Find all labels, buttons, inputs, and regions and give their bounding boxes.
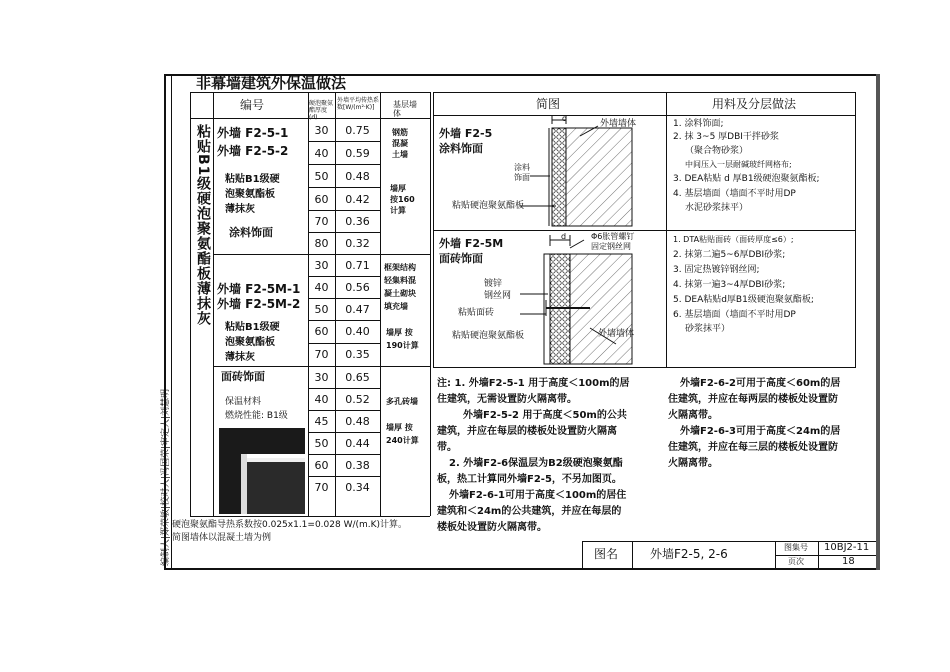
title-block-set-label: 图集号	[784, 543, 808, 552]
g1-r3-d: 50	[314, 170, 329, 183]
g2-base-a1: 框架结构	[384, 263, 416, 272]
s1-step-6: 4. 基层墙面（墙面不平时用DP	[673, 189, 796, 199]
title-block-name: 外墙F2-5, 2-6	[650, 547, 728, 561]
g2-r9-d: 50	[314, 437, 329, 450]
g2-desc-2: 泡聚氨酯板	[225, 337, 275, 348]
g1-r2-d: 40	[314, 147, 329, 160]
g1-r3-k: 0.48	[345, 170, 370, 183]
g2-r4-d: 60	[314, 325, 329, 338]
g2-desc-3: 薄抹灰	[225, 352, 255, 363]
note-line: 带。	[437, 442, 457, 453]
s2-step-6: 6. 基层墙面（墙面不平时用DP	[673, 310, 796, 320]
s2-step-3: 3. 固定热镀锌钢丝网;	[673, 265, 760, 275]
g1-r4-k: 0.42	[345, 193, 370, 206]
g2-base-a4: 填充墙	[384, 302, 408, 311]
g1-base-a3: 土墙	[392, 150, 408, 159]
g1-r5-k: 0.36	[345, 215, 370, 228]
note-line: 板，热工计算同外墙F2-5，不另加图页。	[437, 474, 622, 485]
header-diagram: 简图	[536, 97, 561, 111]
g1-r1-d: 30	[314, 124, 329, 137]
g2-r5-k: 0.35	[345, 348, 370, 361]
g1-r1-k: 0.75	[345, 124, 370, 137]
g1-r2-k: 0.59	[345, 147, 370, 160]
notes-right	[668, 376, 868, 472]
s2-step-2: 2. 抹第二遍5~6厚DBI砂浆;	[673, 250, 786, 260]
g2-r11-k: 0.34	[345, 481, 370, 494]
s1-step-4: 中间压入一层耐碱玻纤网格布;	[685, 160, 792, 169]
material-label-2: 燃烧性能: B1级	[225, 411, 288, 421]
side-strip-signatures: 编制人|郑荣敏|校对人|冯国荣|审定人|刘慧明	[161, 388, 171, 566]
g2-finish: 面砖饰面	[221, 370, 265, 383]
g2-code-1: 外墙 F2-5M-1	[217, 282, 301, 296]
g1-base-b2: 按160	[390, 195, 415, 204]
note-line: 注: 1. 外墙F2-5-1 用于高度＜100m的居	[437, 378, 630, 389]
s1-title-2: 涂料饰面	[439, 142, 483, 155]
title-block-page-label: 页次	[788, 557, 804, 566]
title-block-page-no: 18	[842, 556, 855, 567]
g1-base-b1: 墙厚	[390, 184, 406, 193]
header-thickness: 硬泡聚氨酯厚度(d)	[309, 100, 334, 121]
g2-r8-d: 45	[314, 415, 329, 428]
footnote-2: 简图墙体以混凝土墙为例	[172, 533, 272, 543]
title-block-label: 图名	[594, 547, 619, 561]
g2-r6-k: 0.65	[345, 371, 370, 384]
g2-code-2: 外墙 F2-5M-2	[217, 297, 301, 311]
s2-step-4: 4. 抹第一遍3~4厚DBI砂浆;	[673, 280, 786, 290]
note-line: 火隔离带。	[668, 410, 718, 421]
note-line: 楼板处设置防火隔离带。	[437, 522, 547, 533]
g1-desc-3: 薄抹灰	[225, 204, 255, 215]
s1-label-board: 粘贴硬泡聚氨酯板	[452, 201, 525, 211]
s1-label-coating-2: 饰面	[514, 173, 530, 182]
g1-base-a1: 钢筋	[392, 128, 408, 137]
g2-base-b1: 墙厚 按	[386, 328, 413, 337]
s1-label-coating-1: 涂料	[514, 163, 530, 172]
side-strip-border	[171, 74, 172, 570]
g1-code-1: 外墙 F2-5-1	[217, 126, 289, 140]
left-table-top	[190, 92, 430, 93]
header-base-wall: 基层墙体	[393, 100, 417, 118]
s2-label-anchor-2: 固定钢丝网	[591, 242, 631, 251]
s2-label-wall: 外墙墙体	[598, 329, 635, 339]
s1-step-5: 3. DEA粘贴 d 厚B1级硬泡聚氨酯板;	[673, 174, 820, 184]
s1-title-1: 外墙 F2-5	[439, 127, 493, 140]
s2-title-1: 外墙 F2-5M	[439, 237, 504, 250]
g2-r2-d: 40	[314, 281, 329, 294]
g1-base-b3: 计算	[390, 206, 406, 215]
g1-base-a2: 混凝	[392, 139, 408, 148]
title-block-set-no: 10BJ2-11	[824, 542, 870, 553]
s2-section-drawing	[520, 232, 660, 366]
g2-r7-k: 0.52	[345, 393, 370, 406]
s1-step-7: 水泥砂浆抹平）	[685, 203, 749, 213]
g1-desc-1: 粘贴B1级硬	[225, 174, 280, 185]
g2-r6-d: 30	[314, 371, 329, 384]
note-line: 外墙F2-6-1可用于高度＜100m的居住	[449, 490, 627, 501]
s2-step-1: 1. DTA粘贴面砖（面砖厚度≤6）;	[673, 235, 794, 244]
s2-label-board: 粘贴硬泡聚氨酯板	[452, 331, 525, 341]
insulation-board-image	[219, 428, 305, 514]
s1-label-d: d	[562, 114, 568, 123]
g2-r2-k: 0.56	[345, 281, 370, 294]
note-line: 外墙F2-6-3可用于高度＜24m的居	[680, 426, 841, 437]
note-line: 2. 外墙F2-6保温层为B2级硬泡聚氨酯	[449, 458, 623, 469]
s2-title-2: 面砖饰面	[439, 252, 483, 265]
note-line: 建筑，并应在每层的楼板处设置防火隔离	[437, 426, 617, 437]
g2-base-d1: 墙厚 按	[386, 423, 413, 432]
category-label: 粘贴B1级硬泡聚氨酯板薄抹灰	[195, 124, 211, 327]
g2-r8-k: 0.48	[345, 415, 370, 428]
g2-r5-d: 70	[314, 348, 329, 361]
s1-section-drawing	[520, 116, 660, 228]
note-line: 外墙F2-5-2 用于高度＜50m的公共	[463, 410, 627, 421]
g2-r11-d: 70	[314, 481, 329, 494]
g2-base-d2: 240计算	[386, 436, 419, 445]
g1-r5-d: 70	[314, 215, 329, 228]
header-conductivity: 外墙平均传热系数[W/(m²·K)]	[337, 97, 380, 111]
note-line: 住建筑，无需设置防火隔离带。	[437, 394, 577, 405]
g2-r1-d: 30	[314, 259, 329, 272]
s2-label-d: d	[561, 232, 567, 241]
g1-code-2: 外墙 F2-5-2	[217, 144, 289, 158]
material-label-1: 保温材料	[225, 397, 262, 407]
s2-label-tile: 粘贴面砖	[458, 308, 495, 318]
g1-finish: 涂料饰面	[229, 226, 273, 239]
page-title: 非幕墙建筑外保温做法	[196, 74, 347, 92]
g2-r4-k: 0.40	[345, 325, 370, 338]
g2-r3-d: 50	[314, 303, 329, 316]
g2-r10-k: 0.38	[345, 459, 370, 472]
note-line: 火隔离带。	[668, 458, 718, 469]
s1-step-2: 2. 抹 3~5 厚DBI干拌砂浆	[673, 132, 779, 142]
g2-r9-k: 0.44	[345, 437, 370, 450]
g1-r6-d: 80	[314, 237, 329, 250]
note-line: 建筑和＜24m的公共建筑，并应在每层的	[437, 506, 622, 517]
g2-r10-d: 60	[314, 459, 329, 472]
g1-desc-2: 泡聚氨酯板	[225, 189, 275, 200]
s1-step-3: （聚合物砂浆）	[685, 146, 749, 156]
s1-label-wall: 外墙墙体	[600, 119, 637, 129]
header-materials: 用料及分层做法	[712, 97, 797, 111]
s2-step-5: 5. DEA粘贴d厚B1级硬泡聚氨酯板;	[673, 295, 814, 305]
g2-r1-k: 0.71	[345, 259, 370, 272]
scan-edge	[876, 74, 880, 570]
note-line: 住建筑，并应在每三层的楼板处设置防	[668, 442, 838, 453]
s2-step-7: 砂浆抹平）	[685, 324, 731, 334]
g2-base-b2: 190计算	[386, 341, 419, 350]
notes-left	[437, 376, 657, 536]
s1-step-1: 1. 涂料饰面;	[673, 119, 724, 129]
header-code: 编号	[240, 98, 265, 112]
g1-r4-d: 60	[314, 193, 329, 206]
footnote-1: 硬泡聚氨酯导热系数按0.025x1.1=0.028 W/(m.K)计算。	[172, 520, 408, 530]
g1-r6-k: 0.32	[345, 237, 370, 250]
s2-label-mesh-1: 镀锌	[484, 279, 503, 289]
s2-label-mesh-2: 钢丝网	[484, 291, 512, 301]
g2-base-a2: 轻集料混	[384, 276, 416, 285]
g2-r7-d: 40	[314, 393, 329, 406]
g2-base-c1: 多孔砖墙	[386, 397, 418, 406]
g2-base-a3: 凝土砌块	[384, 289, 416, 298]
g2-desc-1: 粘贴B1级硬	[225, 322, 280, 333]
note-line: 外墙F2-6-2可用于高度＜60m的居	[680, 378, 841, 389]
s2-label-anchor-1: Φ6胀管螺钉	[591, 232, 635, 241]
g2-r3-k: 0.47	[345, 303, 370, 316]
note-line: 住建筑，并应在每两层的楼板处设置防	[668, 394, 838, 405]
